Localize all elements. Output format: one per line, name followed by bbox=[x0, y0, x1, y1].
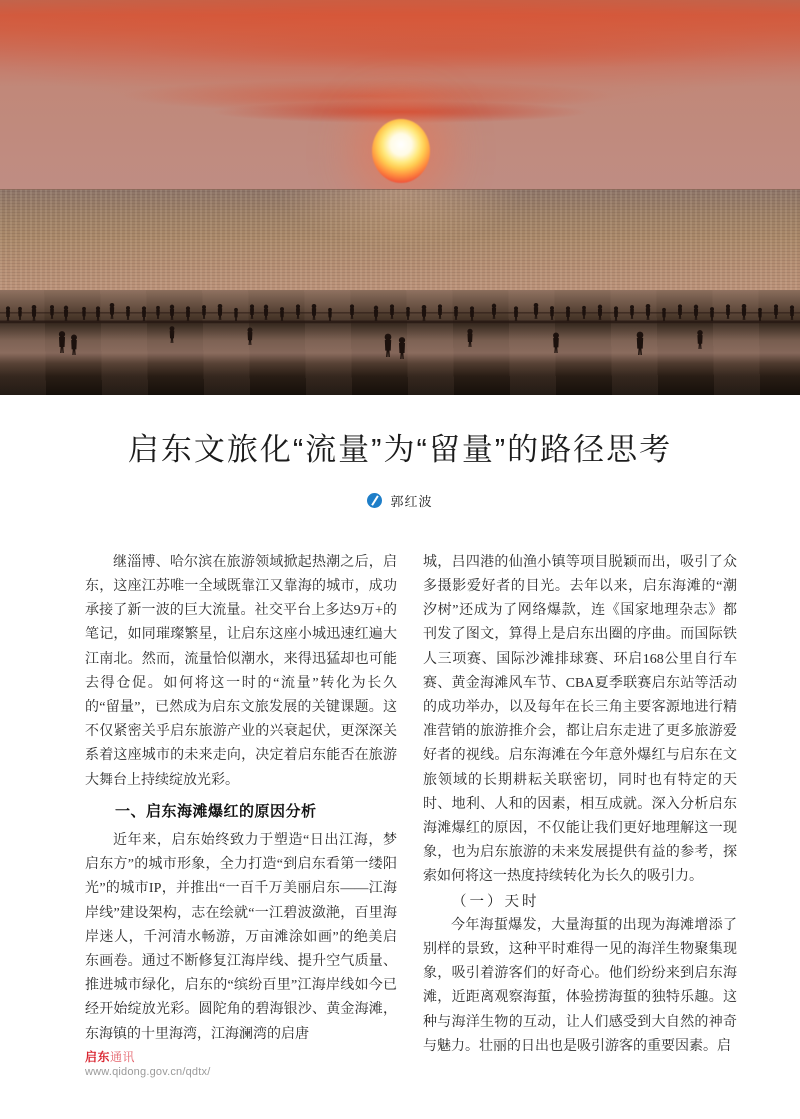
subsection-heading-tianshi: （一）天时 bbox=[452, 893, 540, 910]
paragraph-continuation: 城，吕四港的仙渔小镇等项目脱颖而出，吸引了众多摄影爱好者的目光。去年以来，启东海滩的“潮汐树”还成为了网络爆款，连《国家地理杂志》都刊发了图文，算得上是启东出圈的序曲。而国际铁人三项赛、国际沙滩排球赛、环启168公里自行车赛、黄金海滩风车节、CBA夏季联赛启东站等活动的成功举办，以及每年在长三角主要客源地进行精准营销的旅游推介会，都让启东走进了更多旅游爱好者的视线。启东海滩在今年意外爆红与启东在文旅领域的长期耕耘关联密切，同时也有特定的天时、地利、人和的因素，相互成就。深入分析启东海滩爆红的原因，不仅能让我们更好地理解这一现象，也为启东旅游的未来发展提供有益的参考，探索如何将这一热度持续转化为长久的吸引力。 bbox=[423, 554, 737, 885]
publication-url: www.qidong.gov.cn/qdtx/ bbox=[85, 1066, 211, 1078]
pen-icon bbox=[367, 493, 382, 508]
page-footer bbox=[85, 1051, 210, 1078]
article-title: 启东文旅化“流量”为“留量”的路径思考 bbox=[127, 432, 673, 467]
paragraph-intro: 继淄博、哈尔滨在旅游领域掀起热潮之后，启东，这座江苏唯一全域既靠江又靠海的城市，成功承接了新一波的巨大流量。社交平台上多达9万+的笔记，如同璀璨繁星，让启东这座小城迅速红遍大江南北。然而，流量恰似潮水，来得迅猛却也可能去得仓促。如何将这一时的“流量”转化为长久的“留量”，已然成为启东文旅发展的关键课题。这不仅紧密关乎启东旅游产业的兴衰起伏，更深深关系着这座城市的未来走向，决定着启东能否在旅游大舞台上持续绽放光彩。 bbox=[85, 554, 397, 788]
beach-crowd-silhouettes bbox=[0, 275, 800, 395]
setting-sun bbox=[372, 119, 430, 183]
publication-brand bbox=[85, 1051, 210, 1064]
section-heading-1: 一、启东海滩爆红的原因分析 bbox=[115, 802, 317, 820]
brand-light-part: 通讯 bbox=[110, 1050, 136, 1064]
right-column bbox=[423, 551, 737, 1059]
left-column bbox=[85, 551, 397, 1059]
author-name: 郭红波 bbox=[390, 493, 433, 509]
byline bbox=[0, 491, 800, 510]
brand-bold-part: 启东 bbox=[85, 1050, 111, 1064]
paragraph-jellyfish: 今年海蜇爆发，大量海蜇的出现为海滩增添了别样的景致，这种平时难得一见的海洋生物聚集现象，吸引着游客们的好奇心。他们纷纷来到启东海滩，近距离观察海蜇，体验捞海蜇的独特乐趣。这种与海洋生物的互动，让人们感受到大自然的神奇与魅力。壮丽的日出也是吸引游客的重要因素。启 bbox=[423, 917, 737, 1054]
paragraph-city-image: 近年来，启东始终致力于塑造“日出江海，梦启东方”的城市形象，全力打造“到启东看第一缕阳光”的城市IP，并推出“一百千万美丽启东——江海岸线”建设架构，志在绘就“一江碧波潋滟，百里海岸迷人，千河清水畅游，万亩滩涂如画”的绝美启东画卷。通过不断修复江海岸线、提升空气质量、推进城市绿化，启东的“缤纷百里”江海岸线如今已经开始绽放光彩。圆陀角的碧海银沙、黄金海滩，东海镇的十里海湾，江海澜湾的启唐 bbox=[85, 832, 397, 1042]
article-body bbox=[85, 551, 737, 1059]
sunset-beach-photo bbox=[0, 0, 800, 395]
